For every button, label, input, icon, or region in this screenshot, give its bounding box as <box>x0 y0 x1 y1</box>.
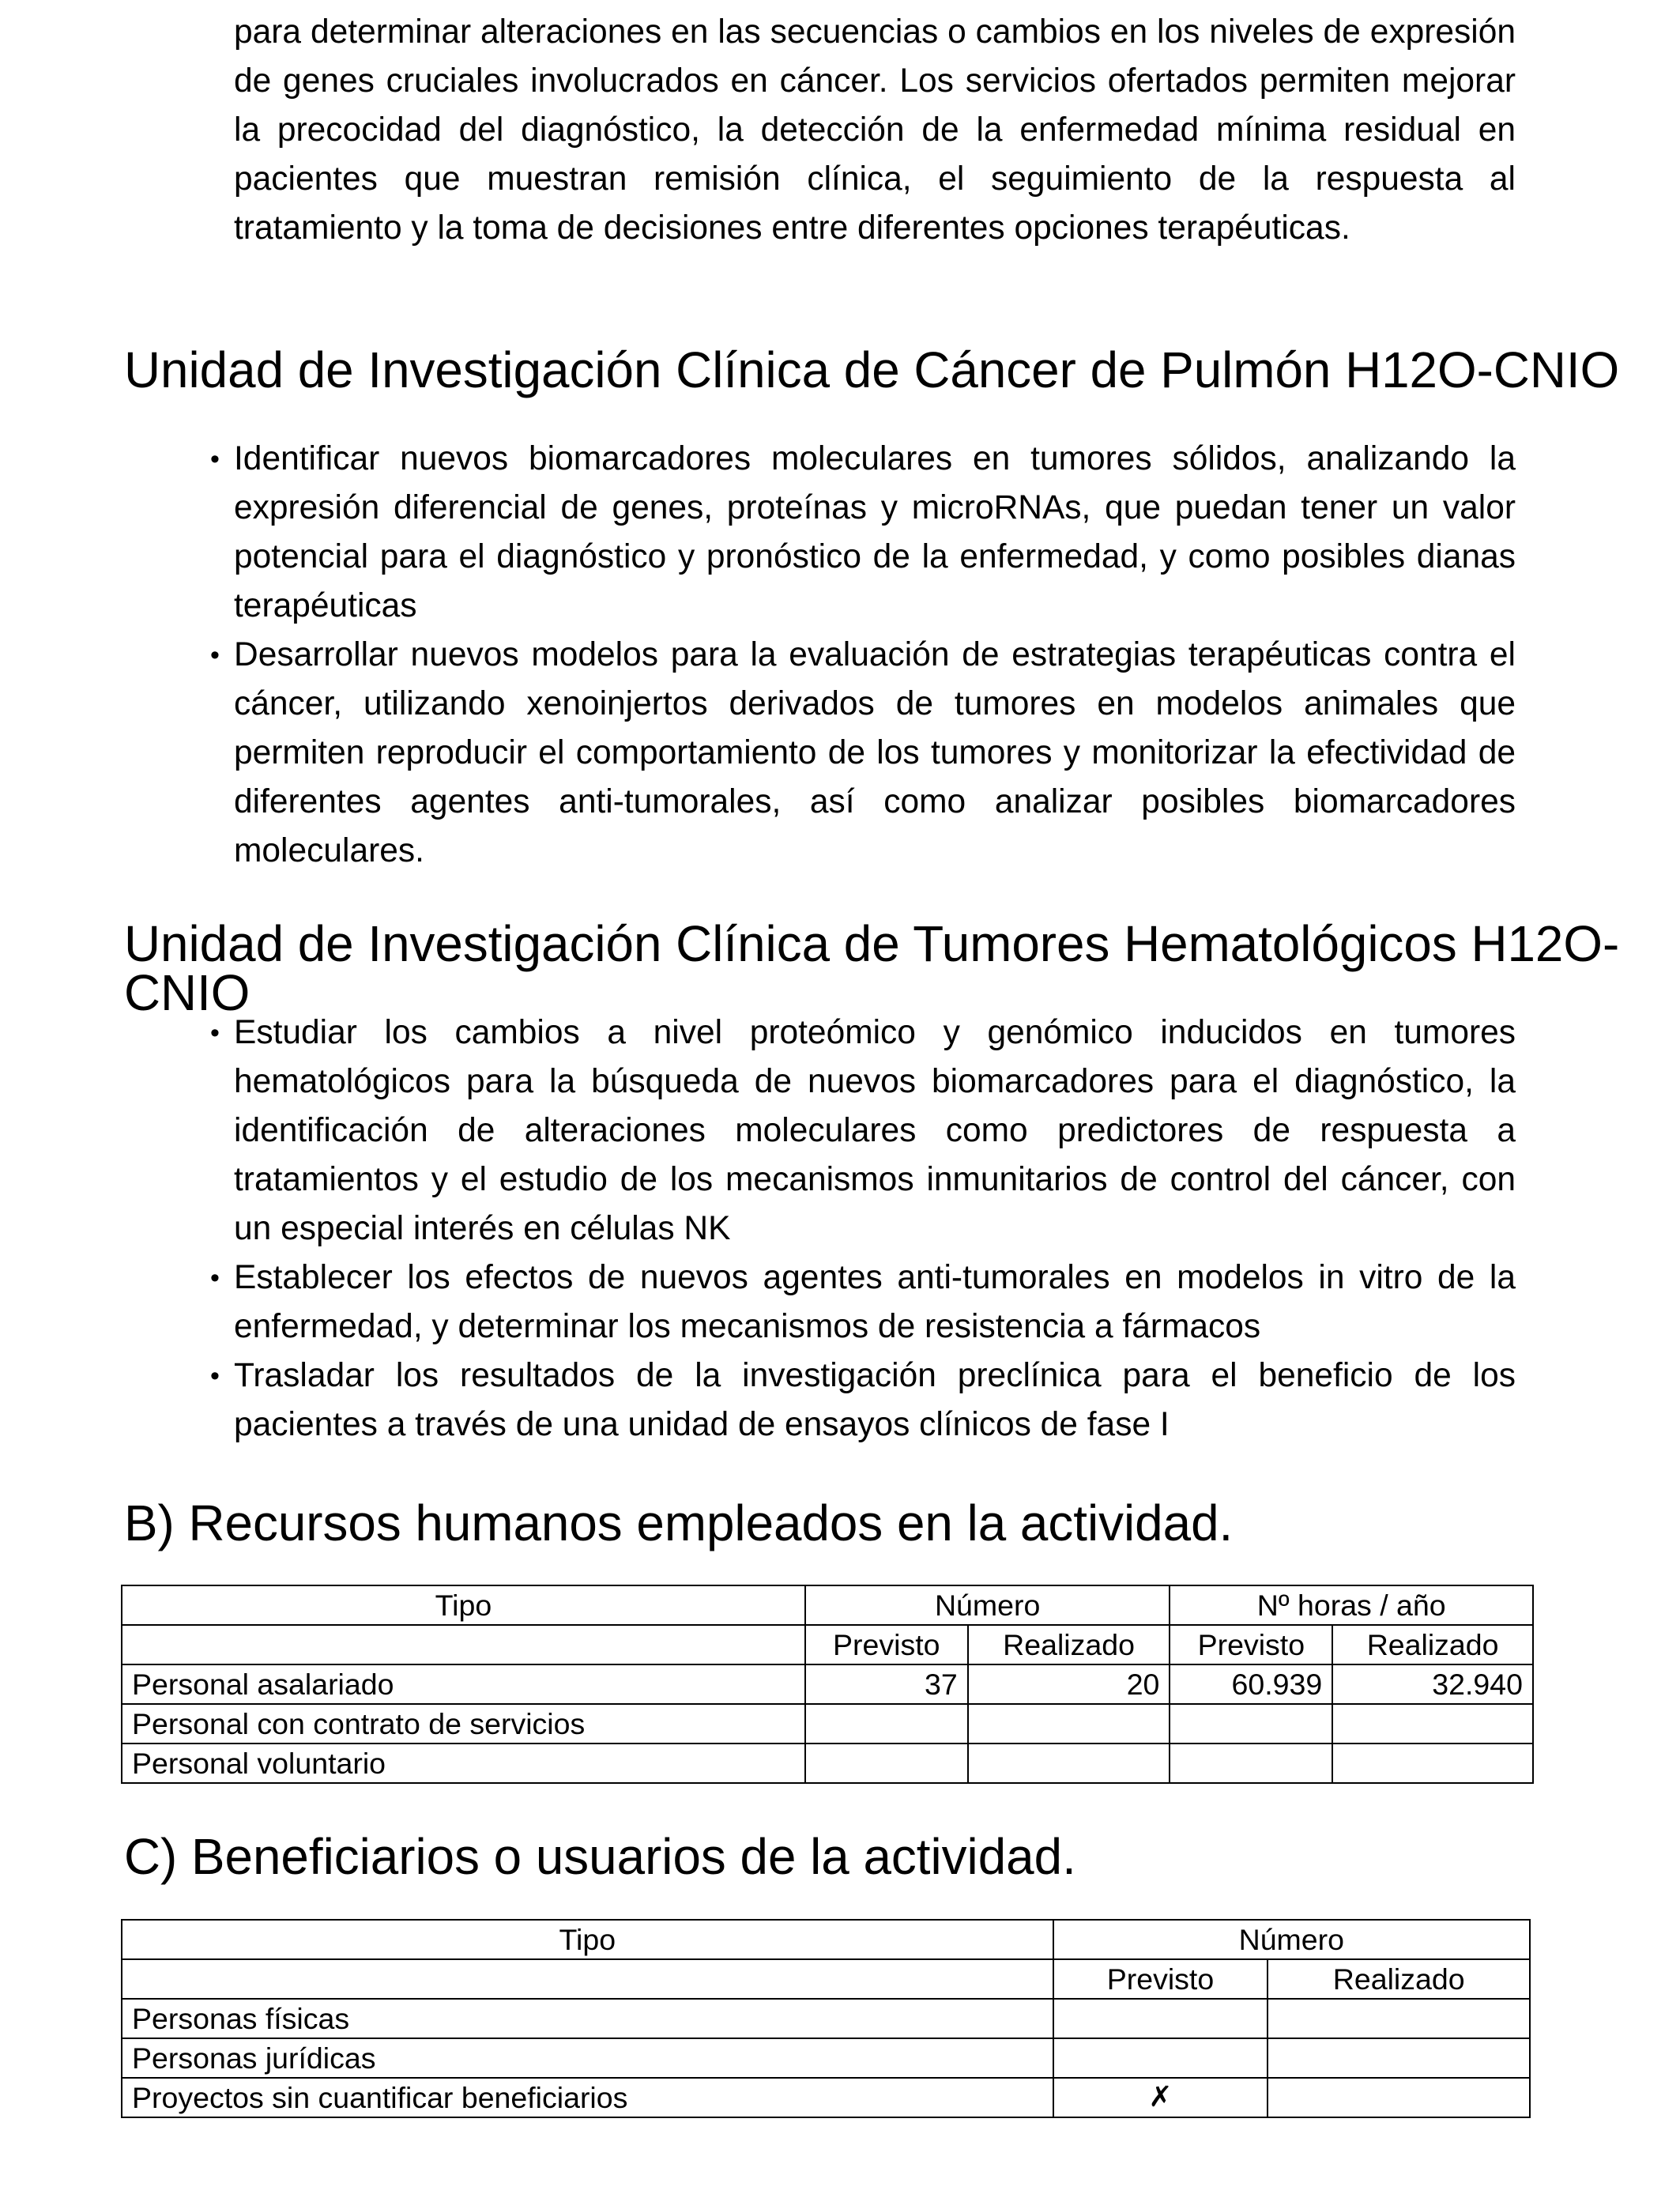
column-header-previsto: Previsto <box>805 1625 968 1664</box>
table-cell <box>122 1959 1053 1999</box>
row-tipo: Personas jurídicas <box>122 2038 1053 2078</box>
table-subheader-row <box>122 1959 1530 1999</box>
table-subheader-row <box>122 1625 1533 1664</box>
column-header-previsto: Previsto <box>1170 1625 1332 1664</box>
row-tipo: Personal asalariado <box>122 1664 805 1704</box>
cell-num-previsto: 37 <box>805 1664 968 1704</box>
recursos-humanos-table <box>121 1585 1534 1784</box>
column-header-numero: Número <box>805 1585 1170 1625</box>
bullet-icon: • <box>210 1361 220 1391</box>
table-row <box>122 1999 1530 2038</box>
row-tipo: Proyectos sin cuantificar beneficiarios <box>122 2078 1053 2117</box>
table-row <box>122 1664 1533 1704</box>
table-header-row <box>122 1585 1533 1625</box>
cell-horas-previsto <box>1170 1744 1332 1783</box>
list-item: • Trasladar los resultados de la investigación preclínica para el beneficio de los pacientes a través de una unidad de ensayos clínicos de fase I <box>0 1351 1516 1449</box>
intro-paragraph: para determinar alteraciones en las secuencias o cambios en los niveles de expresión de genes cruciales involucrados en cáncer. Los servicios ofertados permiten mejorar la precocidad del diagnóstico, la detección de la enfermedad mínima residual en pacientes que muestran remisión clínica, el seguimiento de la respuesta al tratamiento y la toma de decisiones entre diferentes opciones terapéuticas. <box>234 13 1516 247</box>
cell-horas-realizado <box>1332 1744 1533 1783</box>
cell-num-previsto <box>805 1704 968 1744</box>
table-row <box>122 1704 1533 1744</box>
cell-num-realizado: 20 <box>968 1664 1170 1704</box>
cell-realizado <box>1268 2038 1530 2078</box>
hemato-objectives-list <box>0 1008 1516 1449</box>
row-tipo: Personas físicas <box>122 1999 1053 2038</box>
recursos-heading: B) Recursos humanos empleados en la actividad. <box>124 1495 1234 1551</box>
beneficiarios-table <box>121 1919 1531 2118</box>
bullet-icon: • <box>210 1263 220 1293</box>
cell-realizado <box>1268 2078 1530 2117</box>
column-header-tipo: Tipo <box>122 1585 805 1625</box>
table-header-row <box>122 1920 1530 1959</box>
column-header-previsto: Previsto <box>1053 1959 1268 1999</box>
pulmon-objectives-list <box>0 435 1516 876</box>
cell-horas-previsto <box>1170 1704 1332 1744</box>
cell-horas-previsto: 60.939 <box>1170 1664 1332 1704</box>
cell-num-realizado <box>968 1704 1170 1744</box>
column-header-realizado: Realizado <box>1332 1625 1533 1664</box>
list-item: • Desarrollar nuevos modelos para la evaluación de estrategias terapéuticas contra el cáncer, utilizando xenoinjertos derivados de tumores en modelos animales que permiten reproducir el comportamiento de los tumores y monitorizar la efectividad de diferentes agentes anti-tumorales, así como analizar posibles biomarcadores moleculares. <box>0 631 1516 876</box>
cell-previsto: ✗ <box>1053 2078 1268 2117</box>
table-cell <box>122 1625 805 1664</box>
bullet-icon: • <box>210 640 220 670</box>
cell-previsto <box>1053 2038 1268 2078</box>
table-row <box>122 2078 1530 2117</box>
column-header-numero: Número <box>1053 1920 1530 1959</box>
beneficiarios-heading: C) Beneficiarios o usuarios de la actividad. <box>124 1828 1076 1885</box>
section-heading-hemato: Unidad de Investigación Clínica de Tumores Hematológicos H12O-CNIO <box>124 915 1620 1021</box>
list-item: • Establecer los efectos de nuevos agentes anti-tumorales en modelos in vitro de la enfermedad, y determinar los mecanismos de resistencia a fármacos <box>0 1253 1516 1351</box>
cell-previsto <box>1053 1999 1268 2038</box>
table-row <box>122 2038 1530 2078</box>
column-header-realizado: Realizado <box>1268 1959 1530 1999</box>
cell-horas-realizado <box>1332 1704 1533 1744</box>
bullet-icon: • <box>210 444 220 474</box>
bullet-icon: • <box>210 1018 220 1048</box>
cell-horas-realizado: 32.940 <box>1332 1664 1533 1704</box>
column-header-realizado: Realizado <box>968 1625 1170 1664</box>
section-heading-pulmon: Unidad de Investigación Clínica de Cáncer de Pulmón H12O-CNIO <box>124 341 1620 398</box>
row-tipo: Personal voluntario <box>122 1744 805 1783</box>
column-header-horas: Nº horas / año <box>1170 1585 1533 1625</box>
row-tipo: Personal con contrato de servicios <box>122 1704 805 1744</box>
column-header-tipo: Tipo <box>122 1920 1053 1959</box>
cell-realizado <box>1268 1999 1530 2038</box>
cell-num-realizado <box>968 1744 1170 1783</box>
list-item: • Estudiar los cambios a nivel proteómico y genómico inducidos en tumores hematológicos para la búsqueda de nuevos biomarcadores para el diagnóstico, la identificación de alteraciones moleculares como predictores de respuesta a tratamientos y el estudio de los mecanismos inmunitarios de control del cáncer, con un especial interés en células NK <box>0 1008 1516 1253</box>
list-item: • Identificar nuevos biomarcadores moleculares en tumores sólidos, analizando la expresión diferencial de genes, proteínas y microRNAs, que puedan tener un valor potencial para el diagnóstico y pronóstico de la enfermedad, y como posibles dianas terapéuticas <box>0 435 1516 631</box>
table-row <box>122 1744 1533 1783</box>
cell-num-previsto <box>805 1744 968 1783</box>
